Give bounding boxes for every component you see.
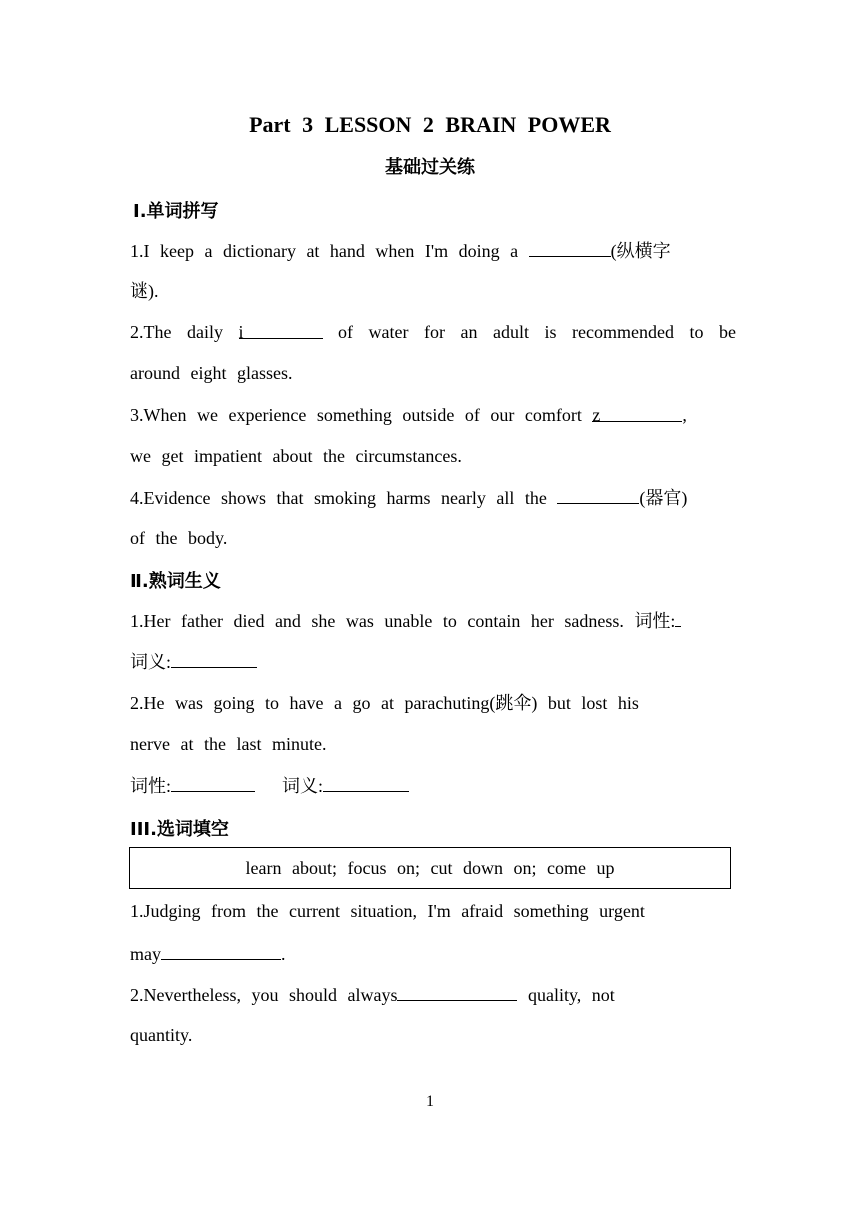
question-1-4-continued: of the body.: [130, 528, 228, 548]
section-3-label: III.选词填空: [130, 819, 229, 840]
meaning-blank[interactable]: [171, 649, 257, 668]
answer-blank[interactable]: [161, 941, 281, 960]
answer-blank[interactable]: [592, 403, 682, 425]
answer-blank[interactable]: [557, 485, 639, 504]
question-1-4: [130, 485, 687, 510]
question-3-1-continued: [130, 941, 286, 966]
letter-hint: z: [592, 405, 601, 425]
question-1-3: [130, 403, 687, 427]
section-3-heading: [130, 815, 229, 841]
section-1-label: Ⅰ.单词拼写: [133, 201, 219, 222]
answer-blank[interactable]: [529, 238, 611, 257]
question-text: 2.Nevertheless, you should always: [130, 985, 398, 1005]
meaning-label: 词义:: [130, 652, 172, 672]
section-2-label: Ⅱ.熟词生义: [130, 571, 221, 592]
part-of-speech-blank[interactable]: [171, 773, 255, 792]
question-text: 2.The daily: [130, 322, 239, 342]
question-hint: (纵横字: [610, 241, 671, 261]
word-bank-box: learn about; focus on; cut down on; come up: [129, 847, 731, 889]
answer-blank[interactable]: [397, 982, 517, 1001]
question-2-2-continued: nerve at the last minute.: [130, 734, 327, 754]
question-1-1-continued: 谜).: [130, 281, 159, 301]
question-3-1: 1.Judging from the current situation, I'm afraid something urgent: [130, 901, 645, 921]
question-3-2: [130, 982, 615, 1007]
page-title: Part 3 LESSON 2 BRAIN POWER: [249, 112, 611, 137]
question-1-1: [130, 238, 671, 263]
question-text: 1.I keep a dictionary at hand when I'm doing a: [130, 241, 529, 261]
question-2-2: 2.He was going to have a go at parachuting(跳伞) but lost his: [130, 693, 639, 713]
section-2-heading: [130, 567, 221, 593]
meaning-blank[interactable]: [323, 773, 409, 792]
page-number: 1: [426, 1093, 434, 1110]
part-of-speech-label: 词性:: [130, 776, 172, 796]
meaning-label: 词义:: [282, 776, 324, 796]
question-1-2-continued: around eight glasses.: [130, 363, 293, 383]
question-text: quality, not: [517, 985, 615, 1005]
page-subtitle: 基础过关练: [385, 157, 475, 178]
question-2-2-answers: [130, 773, 409, 798]
question-text: ,: [682, 405, 687, 425]
question-text: 4.Evidence shows that smoking harms nearly all the: [130, 488, 558, 508]
question-text: .: [281, 944, 286, 964]
question-hint: (器官): [639, 488, 688, 508]
part-of-speech-blank[interactable]: [675, 608, 681, 627]
question-text: 3.When we experience something outside of our comfort: [130, 405, 593, 425]
letter-hint: i: [238, 322, 244, 342]
question-text: 1.Her father died and she was unable to contain her sadness. 词性:: [130, 611, 676, 631]
question-2-1-continued: [130, 649, 257, 674]
question-1-3-continued: we get impatient about the circumstances.: [130, 446, 462, 466]
question-2-1: [130, 608, 681, 633]
question-text: may: [130, 944, 161, 964]
section-1-heading: [133, 197, 219, 223]
question-1-2: [130, 320, 736, 344]
answer-blank[interactable]: [238, 320, 323, 342]
question-3-2-continued: quantity.: [130, 1025, 193, 1045]
question-text: of water for an adult is recommended to be: [322, 322, 736, 342]
